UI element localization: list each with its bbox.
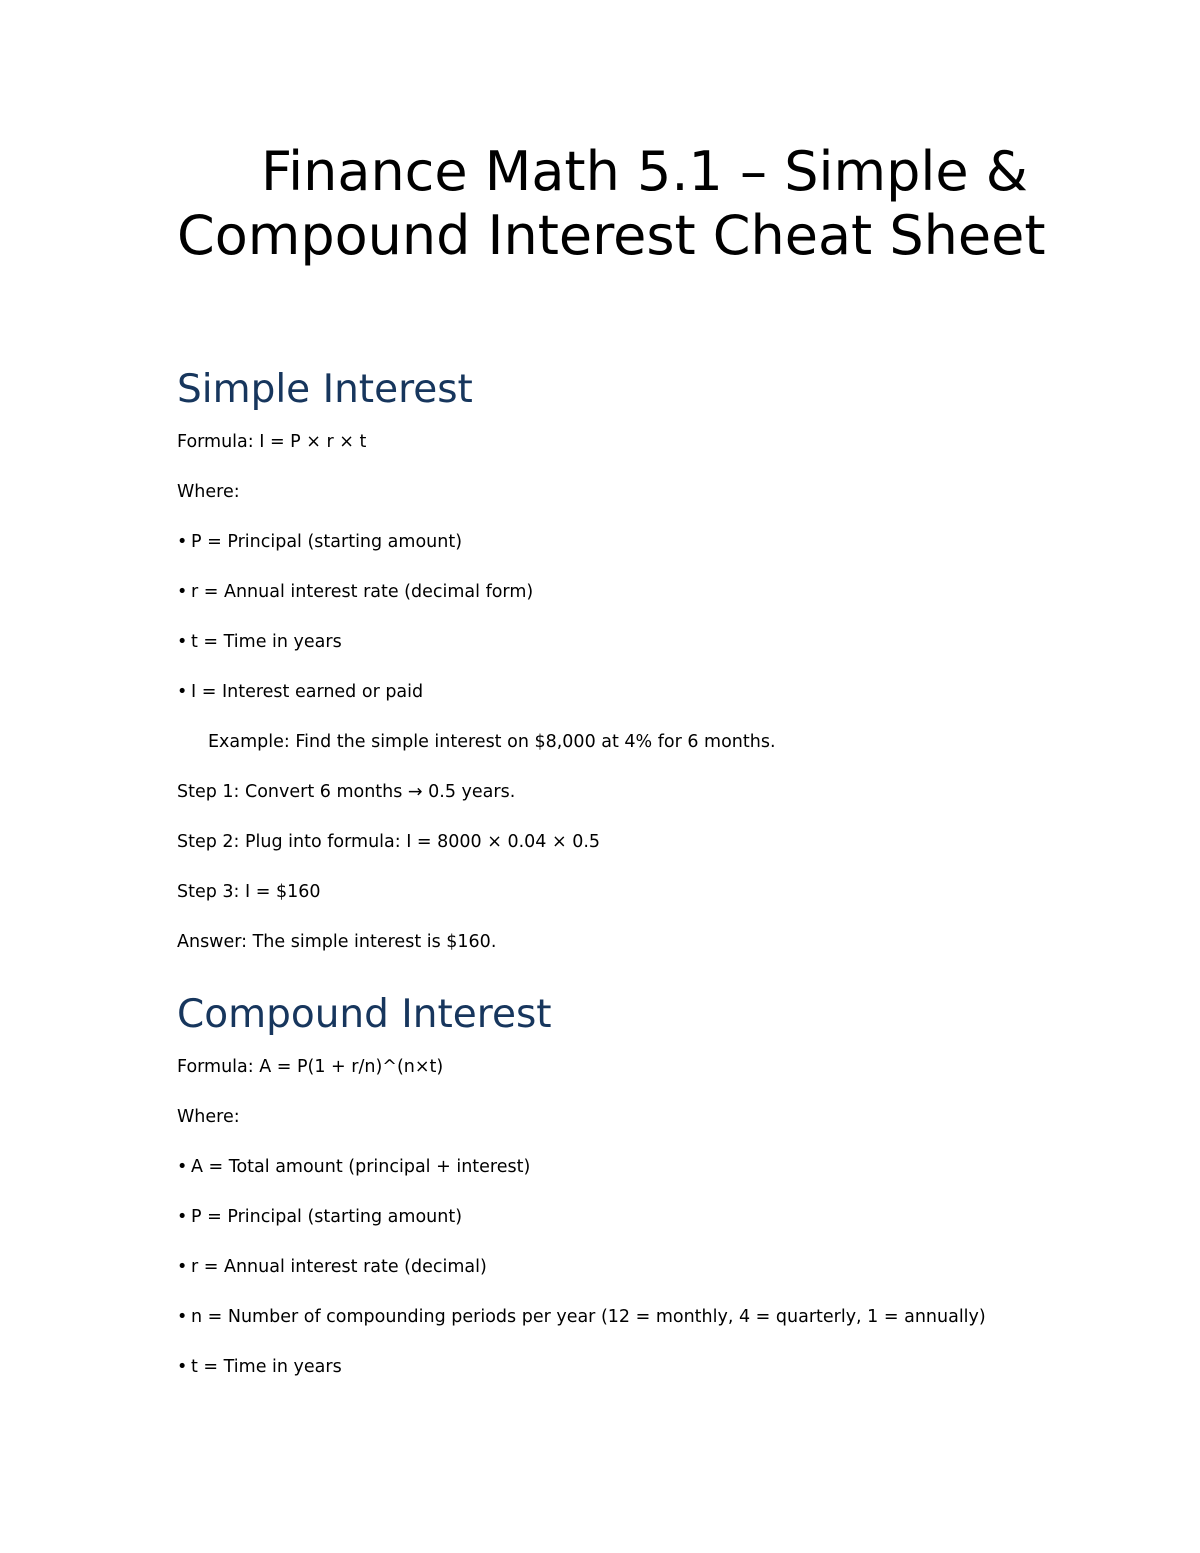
simple-interest-formula: Formula: I = P × r × t xyxy=(177,432,367,452)
bullet-icon: • xyxy=(177,1357,188,1377)
document-title-text: Finance Math 5.1 – Simple & Compound Interest Cheat Sheet xyxy=(177,140,1046,267)
simple-definition-item: • r = Annual interest rate (decimal form) xyxy=(177,582,534,602)
simple-definition-item: • t = Time in years xyxy=(177,632,342,652)
example-step: Step 1: Convert 6 months → 0.5 years. xyxy=(177,782,516,802)
bullet-icon: • xyxy=(177,582,188,602)
bullet-icon: • xyxy=(177,532,188,552)
compound-definition-item: • n = Number of compounding periods per year (12 = monthly, 4 = quarterly, 1 = annually) xyxy=(177,1307,986,1327)
compound-definition-item: • A = Total amount (principal + interest) xyxy=(177,1157,531,1177)
example-step: Step 3: I = $160 xyxy=(177,882,321,902)
compound-definition-item: • P = Principal (starting amount) xyxy=(177,1207,463,1227)
compound-interest-where-label: Where: xyxy=(177,1107,240,1127)
simple-interest-example: Example: Find the simple interest on $8,000 at 4% for 6 months. xyxy=(208,732,776,752)
bullet-icon: • xyxy=(177,682,188,702)
simple-definition-item: • I = Interest earned or paid xyxy=(177,682,424,702)
bullet-icon: • xyxy=(177,632,188,652)
compound-definition-item: • r = Annual interest rate (decimal) xyxy=(177,1257,487,1277)
example-answer: Answer: The simple interest is $160. xyxy=(177,932,497,952)
simple-interest-where-label: Where: xyxy=(177,482,240,502)
example-step: Step 2: Plug into formula: I = 8000 × 0.04 × 0.5 xyxy=(177,832,601,852)
bullet-icon: • xyxy=(177,1157,188,1177)
bullet-icon: • xyxy=(177,1307,188,1327)
bullet-icon: • xyxy=(177,1257,188,1277)
compound-interest-heading: Compound Interest xyxy=(177,992,552,1037)
compound-interest-formula: Formula: A = P(1 + r/n)^(n×t) xyxy=(177,1057,444,1077)
bullet-icon: • xyxy=(177,1207,188,1227)
document-title xyxy=(177,140,1057,268)
compound-definition-item: • t = Time in years xyxy=(177,1357,342,1377)
simple-definition-item: • P = Principal (starting amount) xyxy=(177,532,463,552)
simple-interest-heading: Simple Interest xyxy=(177,367,473,412)
